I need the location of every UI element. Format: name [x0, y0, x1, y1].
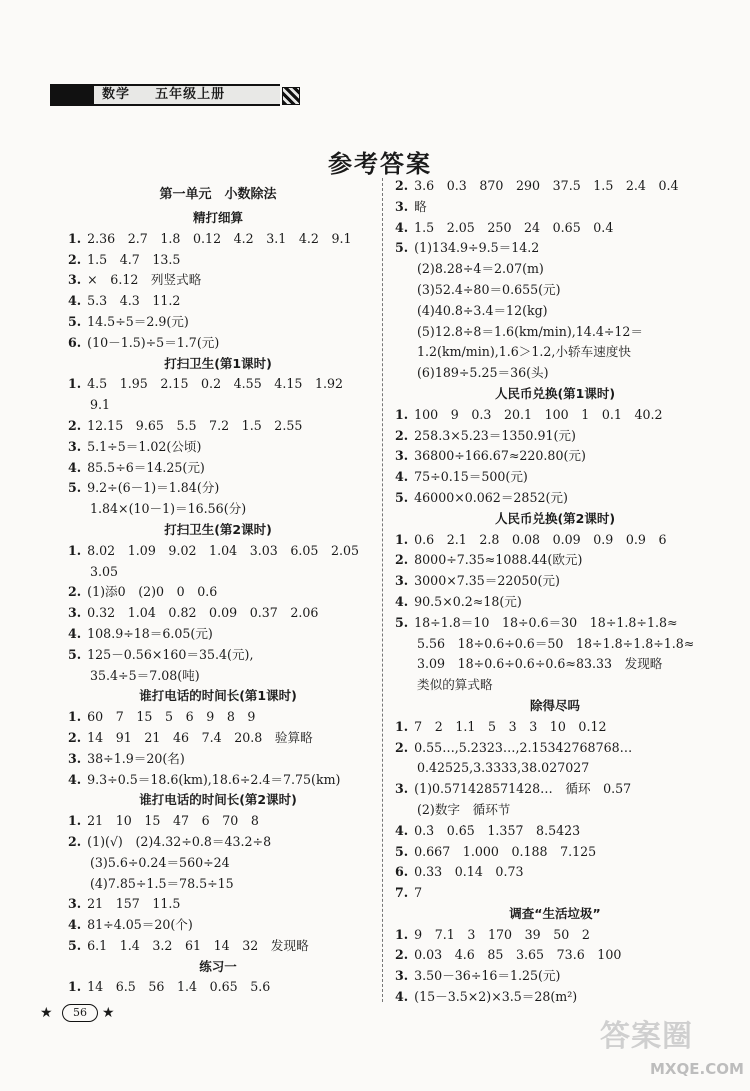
item-text: 12.15 9.65 5.5 7.2 1.5 2.55	[87, 417, 303, 433]
item-text: 5.1÷5＝1.02(公顷)	[87, 438, 202, 454]
item-text: × 6.12 列竖式略	[87, 272, 202, 288]
item-number: 2.	[68, 833, 82, 849]
answer-item	[395, 218, 715, 239]
item-number: 2.	[395, 427, 409, 443]
item-text: 0.6 2.1 2.8 0.08 0.09 0.9 0.9 6	[414, 531, 667, 547]
item-text: 36800÷166.67≈220.80(元)	[414, 448, 586, 464]
item-number: 4.	[395, 593, 409, 609]
item-text: 2.36 2.7 1.8 0.12 4.2 3.1 4.2 9.1	[87, 230, 352, 246]
item-text: (1)134.9÷9.5＝14.2	[414, 240, 540, 256]
answer-item	[68, 374, 368, 395]
item-number: 6.	[395, 864, 409, 880]
answer-continuation: 1.84×(10－1)＝16.56(分)	[90, 501, 247, 517]
header-subject: 数学	[102, 87, 131, 102]
answer-item	[395, 238, 715, 259]
item-number: 5.	[395, 489, 409, 505]
lesson-heading: 谁打电话的时间长(第1课时)	[139, 688, 297, 704]
item-text: 90.5×0.2≈18(元)	[414, 593, 522, 609]
item-text: 4.5 1.95 2.15 0.2 4.55 4.15 1.92	[87, 376, 343, 392]
header-label	[94, 84, 280, 106]
item-number: 2.	[395, 552, 409, 568]
item-number: 1.	[395, 718, 409, 734]
item-text: 100 9 0.3 20.1 100 1 0.1 40.2	[414, 406, 663, 422]
item-text: 258.3×5.23＝1350.91(元)	[414, 427, 576, 443]
item-text: 5.3 4.3 11.2	[87, 293, 181, 309]
item-text: 0.03 4.6 85 3.65 73.6 100	[414, 947, 622, 963]
answer-item	[395, 821, 715, 842]
page-footer	[40, 1002, 130, 1024]
answer-item	[68, 270, 368, 291]
answer-item	[395, 987, 715, 1008]
right-column	[395, 176, 715, 1008]
item-text: 14.5÷5＝2.9(元)	[87, 313, 189, 329]
item-number: 5.	[68, 646, 82, 662]
item-text: 7	[414, 885, 423, 901]
item-text: 1.5 2.05 250 24 0.65 0.4	[414, 219, 614, 235]
answer-item	[68, 582, 368, 603]
item-number: 1.	[68, 230, 82, 246]
answer-item	[395, 738, 715, 759]
item-text: 略	[414, 198, 427, 214]
answer-item	[68, 291, 368, 312]
item-text: 14 6.5 56 1.4 0.65 5.6	[87, 979, 271, 995]
answer-item	[395, 925, 715, 946]
item-text: 14 91 21 46 7.4 20.8 验算略	[87, 729, 313, 745]
item-text: 125－0.56×160＝35.4(元),	[87, 646, 254, 662]
left-column	[68, 182, 368, 998]
item-text: 3000×7.35＝22050(元)	[414, 573, 560, 589]
lesson-heading: 练习一	[199, 958, 237, 974]
answer-item	[395, 613, 715, 634]
header-black-block	[50, 84, 94, 106]
item-text: 9.2÷(6－1)＝1.84(分)	[87, 480, 220, 496]
answer-continuation: 类似的算式略	[417, 677, 493, 693]
page-number: 56	[62, 1004, 98, 1022]
answer-item	[68, 541, 368, 562]
answer-continuation: 3.05	[90, 563, 119, 579]
answer-item	[68, 811, 368, 832]
item-text: 0.3̇ 0.6̇5̇ 1.35̇7̇ 8.54̇2̇3̇	[414, 822, 581, 838]
item-number: 1.	[395, 406, 409, 422]
watermark-logo: 答案圈	[600, 1019, 693, 1054]
lesson-heading: 打扫卫生(第2课时)	[164, 521, 272, 537]
item-text: 0.33 0.14 0.73	[414, 864, 524, 880]
lesson-heading: 谁打电话的时间长(第2课时)	[139, 792, 297, 808]
item-number: 5.	[68, 313, 82, 329]
answer-item	[68, 250, 368, 271]
answer-continuation: 5.56 18÷0.6÷0.6＝50 18÷1.8÷1.8÷1.8≈	[417, 635, 695, 651]
item-number: 2.	[68, 729, 82, 745]
answer-item	[68, 478, 368, 499]
answer-item	[68, 437, 368, 458]
item-text: (10－1.5)÷5＝1.7(元)	[87, 334, 220, 350]
item-number: 2.	[68, 417, 82, 433]
star-right-icon: ★	[102, 1005, 115, 1021]
item-number: 3.	[395, 198, 409, 214]
answer-item	[395, 197, 715, 218]
item-text: 60 7 15 5 6 9 8 9	[87, 709, 256, 725]
answer-item	[395, 966, 715, 987]
item-text: 38÷1.9＝20(名)	[87, 750, 185, 766]
item-text: 18÷1.8＝10 18÷0.6＝30 18÷1.8÷1.8≈	[414, 614, 678, 630]
answer-item	[395, 405, 715, 426]
answer-item	[68, 458, 368, 479]
answer-continuation: (2)8.28÷4＝2.07(m)	[417, 261, 544, 277]
chapter-header-band	[50, 84, 264, 106]
item-number: 1.	[395, 926, 409, 942]
item-number: 3.	[395, 448, 409, 464]
item-text: 1.5 4.7 13.5	[87, 251, 181, 267]
item-number: 3.	[395, 573, 409, 589]
watermark-site: MXQE.COM	[650, 1060, 744, 1078]
answer-item	[395, 176, 715, 197]
item-number: 5.	[395, 614, 409, 630]
item-number: 1.	[68, 813, 82, 829]
item-number: 4.	[68, 459, 82, 475]
answer-item	[68, 936, 368, 957]
item-number: 5.	[68, 937, 82, 953]
item-number: 1.	[68, 709, 82, 725]
item-number: 2.	[395, 178, 409, 193]
answer-item	[395, 571, 715, 592]
item-number: 1.	[68, 979, 82, 995]
answer-item	[68, 624, 368, 645]
answer-continuation: 1.2(km/min),1.6＞1.2,小轿车速度快	[417, 344, 631, 360]
answer-item	[395, 426, 715, 447]
answer-item	[395, 842, 715, 863]
answer-continuation: 35.4÷5＝7.08(吨)	[90, 667, 200, 683]
header-grade: 五年级上册	[155, 87, 226, 102]
answer-item	[395, 530, 715, 551]
item-text: (1)添0 (2)0 0 0.6	[87, 584, 218, 600]
lesson-heading: 除得尽吗	[529, 697, 580, 713]
item-number: 4.	[395, 219, 409, 235]
lesson-heading: 人民币兑换(第2课时)	[494, 510, 616, 526]
item-number: 2.	[68, 584, 82, 600]
item-text: (15－3.5×2)×3.5＝28(m²)	[414, 989, 578, 1005]
item-number: 1.	[68, 376, 82, 392]
answer-continuation: (6)189÷5.25＝36(头)	[417, 365, 549, 381]
item-number: 2.	[68, 251, 82, 267]
answer-item	[68, 977, 368, 998]
answer-continuation: (2)数字 循环节	[417, 801, 511, 817]
star-left-icon: ★	[40, 1005, 53, 1021]
answer-item	[395, 446, 715, 467]
item-text: 3.6 0.3 870 290 37.5 1.5 2.4 0.4	[414, 178, 679, 193]
item-text: 6.1 1.4 3.2 61 14 32 发现略	[87, 937, 309, 953]
answer-continuation: (4)7.85÷1.5＝78.5÷15	[90, 875, 234, 891]
answer-item	[395, 488, 715, 509]
answer-item	[395, 779, 715, 800]
item-number: 6.	[68, 334, 82, 350]
answer-continuation: 9.1	[90, 397, 111, 413]
page-title: 参考答案	[328, 150, 432, 178]
column-divider	[382, 178, 383, 1002]
item-number: 3.	[68, 750, 82, 766]
answer-item	[68, 728, 368, 749]
item-number: 4.	[68, 917, 82, 933]
lesson-heading: 精打细算	[192, 210, 243, 225]
item-text: 21 10 15 47 6 70 8	[87, 813, 259, 829]
item-text: 0.667 1.000 0.188 7.125	[414, 843, 597, 859]
answer-item	[68, 229, 368, 250]
answer-continuation: (5)12.8÷8＝1.6(km/min),14.4÷12＝	[417, 323, 644, 339]
item-text: 0.55…,5.2323…,2.15342768768…	[414, 739, 633, 755]
answer-item	[68, 707, 368, 728]
answer-item	[68, 603, 368, 624]
item-text: 9 7.1 3 170 39 50 2	[414, 926, 590, 942]
item-number: 7.	[395, 885, 409, 901]
answer-item	[68, 832, 368, 853]
answer-item	[395, 862, 715, 883]
item-number: 3.	[68, 438, 82, 454]
item-number: 5.	[68, 480, 82, 496]
answer-item	[395, 467, 715, 488]
item-number: 4.	[395, 822, 409, 838]
lesson-heading: 打扫卫生(第1课时)	[164, 355, 272, 371]
answer-item	[68, 333, 368, 354]
item-number: 4.	[68, 771, 82, 787]
answer-item	[68, 894, 368, 915]
answer-item	[68, 749, 368, 770]
item-number: 4.	[395, 989, 409, 1005]
answer-continuation: 3.09 18÷0.6÷0.6÷0.6≈83.33 发现略	[417, 656, 663, 672]
item-text: 8.02 1.09 9.02 1.04 3.03 6.05 2.05	[87, 542, 360, 558]
answer-item	[68, 770, 368, 791]
item-text: 46000×0.062＝2852(元)	[414, 489, 568, 505]
section-heading: 第一单元 小数除法	[159, 187, 277, 202]
item-number: 4.	[68, 293, 82, 309]
item-text: 81÷4.05＝20(个)	[87, 917, 193, 933]
item-number: 5.	[395, 240, 409, 256]
item-number: 4.	[68, 625, 82, 641]
item-number: 5.	[395, 843, 409, 859]
item-text: 0.32 1.04 0.82 0.09 0.37 2.06	[87, 605, 319, 621]
item-number: 3.	[68, 605, 82, 621]
lesson-heading: 人民币兑换(第1课时)	[494, 385, 616, 401]
item-number: 3.	[68, 272, 82, 288]
item-number: 2.	[395, 947, 409, 963]
answer-item	[68, 416, 368, 437]
item-text: 3.50－36÷16＝1.25(元)	[414, 968, 561, 984]
item-number: 3.	[395, 781, 409, 797]
answer-continuation: (3)5.6÷0.24＝560÷24	[90, 854, 230, 870]
answer-item	[395, 945, 715, 966]
answer-item	[395, 550, 715, 571]
item-number: 1.	[68, 542, 82, 558]
item-number: 3.	[68, 896, 82, 912]
item-text: 85.5÷6＝14.25(元)	[87, 459, 205, 475]
answer-continuation: (3)52.4÷80＝0.655(元)	[417, 281, 561, 297]
item-text: 108.9÷18＝6.05(元)	[87, 625, 213, 641]
item-text: 21 157 11.5	[87, 896, 181, 912]
header-checker-icon	[282, 87, 300, 105]
answer-item	[395, 717, 715, 738]
item-text: 75÷0.15＝500(元)	[414, 469, 528, 485]
answer-item	[395, 592, 715, 613]
answer-item	[395, 883, 715, 904]
item-text: 9.3÷0.5＝18.6(km),18.6÷2.4＝7.75(km)	[87, 771, 341, 787]
answer-continuation: (4)40.8÷3.4＝12(kg)	[417, 302, 548, 318]
item-number: 3.	[395, 968, 409, 984]
answer-item	[68, 312, 368, 333]
item-number: 2.	[395, 739, 409, 755]
item-text: 7 2 1.1 5 3 3 10 0.12	[414, 718, 607, 734]
lesson-heading: 调查“生活垃圾”	[509, 905, 601, 921]
item-text: (1)0.571428571428… 循环 0.57	[414, 781, 632, 797]
answer-continuation: 0.42525,3.3333,38.027027	[417, 760, 590, 776]
item-text: 8000÷7.35≈1088.44(欧元)	[414, 552, 583, 568]
item-number: 4.	[395, 469, 409, 485]
answer-item	[68, 915, 368, 936]
item-number: 1.	[395, 531, 409, 547]
item-text: (1)(√) (2)4.32÷0.8＝43.2÷8	[87, 833, 272, 849]
answer-item	[68, 645, 368, 666]
